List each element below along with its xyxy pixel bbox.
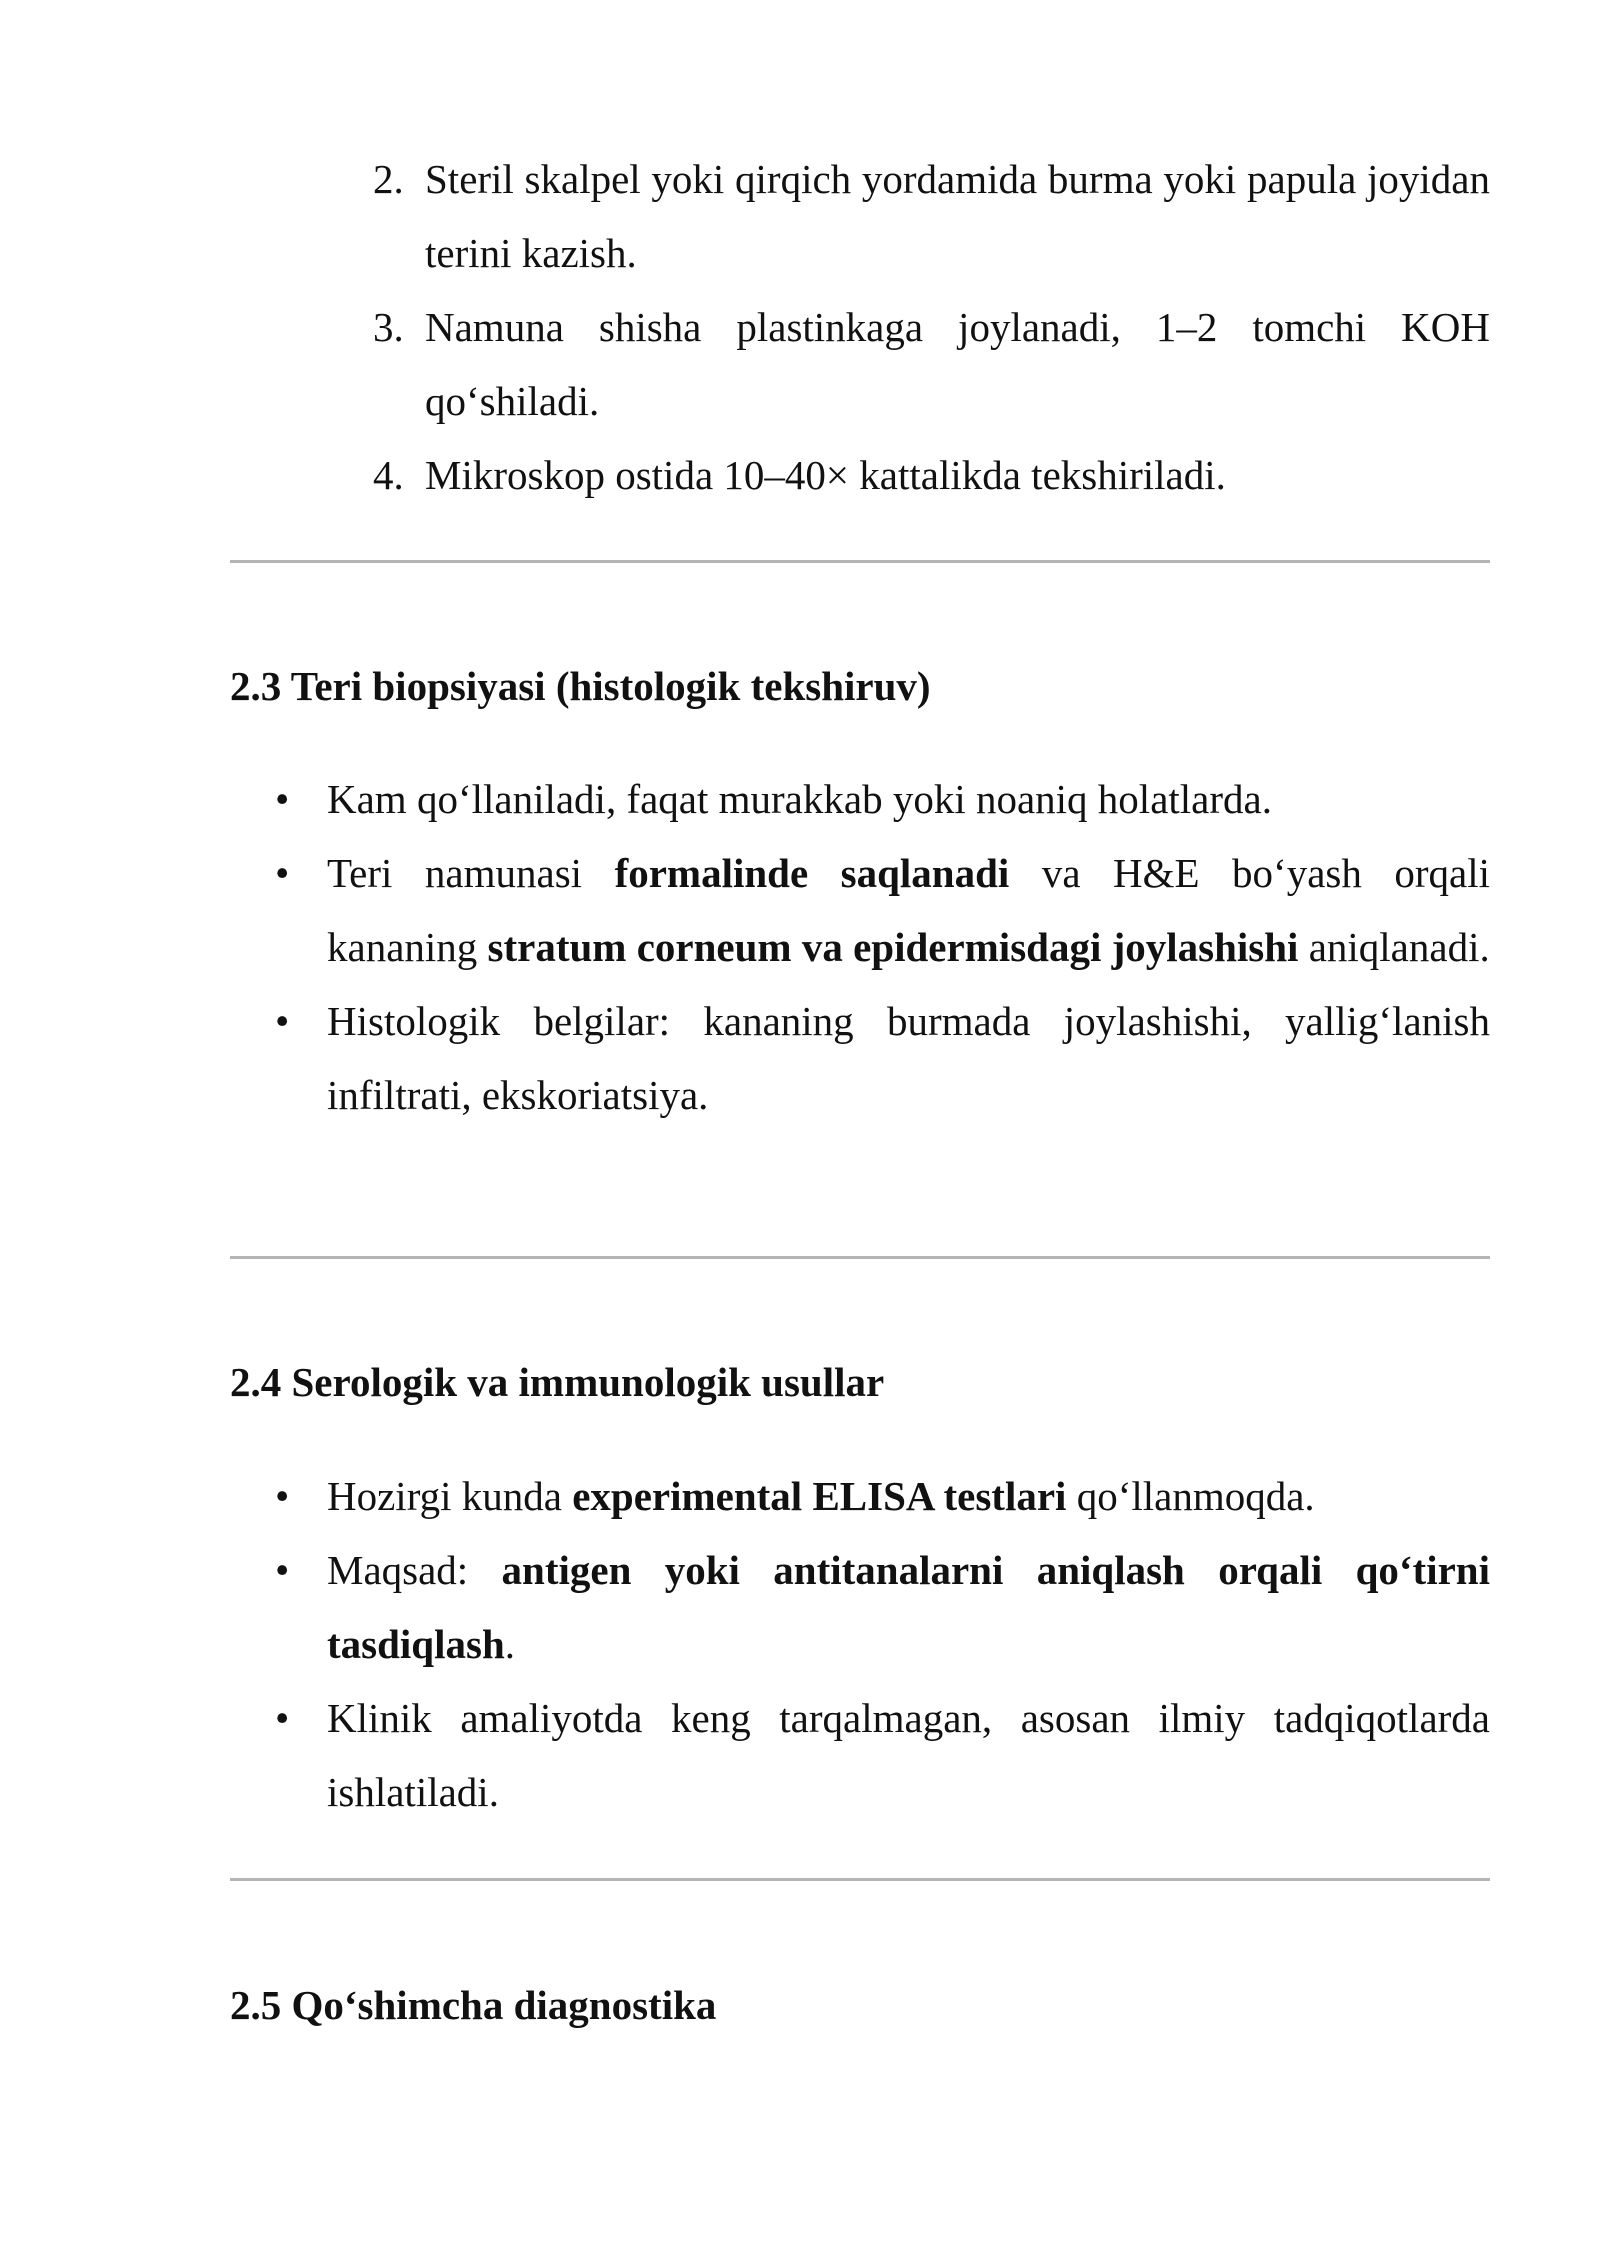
bold-phrase: formalinde saqlanadi <box>614 850 1010 896</box>
bullet-text: Kam qo‘llaniladi, faqat murakkab yoki noaniq holatlarda. <box>327 776 1272 822</box>
bullet-text: Maqsad: antigen yoki antitanalarni aniqlash orqali qo‘tirni tasdiqlash. <box>327 1547 1490 1667</box>
step-text: Mikroskop ostida 10–40× kattalikda tekshiriladi. <box>425 452 1226 498</box>
bullet-icon: • <box>275 1473 290 1519</box>
bullet-icon: • <box>275 1695 290 1741</box>
bullet-text: Histologik belgilar: kananing burmada joylashishi, yallig‘lanish infiltrati, ekskoriatsiya. <box>327 998 1490 1118</box>
list-item <box>275 984 1490 1132</box>
list-item <box>373 142 1490 290</box>
biopsy-bullet-list <box>275 762 1490 1132</box>
bullet-text: Teri namunasi formalinde saqlanadi va H&E bo‘yash orqali kananing stratum corneum va epidermisdagi joylashishi aniqlanadi. <box>327 850 1491 970</box>
section-divider <box>230 1256 1490 1259</box>
bold-phrase: experimental ELISA testlari <box>572 1473 1067 1519</box>
section-heading: 2.5 Qo‘shimcha diagnostika <box>230 1982 717 2028</box>
serology-bullet-list <box>275 1459 1490 1829</box>
list-item <box>275 836 1490 984</box>
step-number: 2. <box>373 156 404 202</box>
section-heading: 2.4 Serologik va immunologik usullar <box>230 1359 885 1405</box>
list-item <box>373 290 1490 438</box>
step-number: 3. <box>373 304 404 350</box>
bullet-icon: • <box>275 850 290 896</box>
list-item <box>373 438 1490 512</box>
bullet-icon: • <box>275 776 290 822</box>
bold-phrase: antigen yoki antitanalarni aniqlash orqali qo‘tirni tasdiqlash <box>327 1547 1490 1667</box>
list-item <box>275 1533 1490 1681</box>
bullet-text: Klinik amaliyotda keng tarqalmagan, asosan ilmiy tadqiqotlarda ishlatiladi. <box>327 1695 1490 1815</box>
list-item <box>275 1459 1490 1533</box>
list-item <box>275 1681 1490 1829</box>
list-item <box>275 762 1490 836</box>
bold-phrase: stratum corneum va epidermisdagi joylashishi <box>487 924 1299 970</box>
section-heading: 2.3 Teri biopsiyasi (histologik tekshiruv) <box>230 663 931 709</box>
bullet-text: Hozirgi kunda experimental ELISA testlari qo‘llanmoqda. <box>327 1473 1315 1519</box>
procedure-steps-list <box>373 142 1490 512</box>
step-text: Namuna shisha plastinkaga joylanadi, 1–2 tomchi KOH qo‘shiladi. <box>425 304 1490 424</box>
bullet-icon: • <box>275 1547 290 1593</box>
step-text: Steril skalpel yoki qirqich yordamida burma yoki papula joyidan terini kazish. <box>425 156 1490 276</box>
step-number: 4. <box>373 452 404 498</box>
section-divider <box>230 560 1490 563</box>
section-divider <box>230 1878 1490 1881</box>
bullet-icon: • <box>275 998 290 1044</box>
